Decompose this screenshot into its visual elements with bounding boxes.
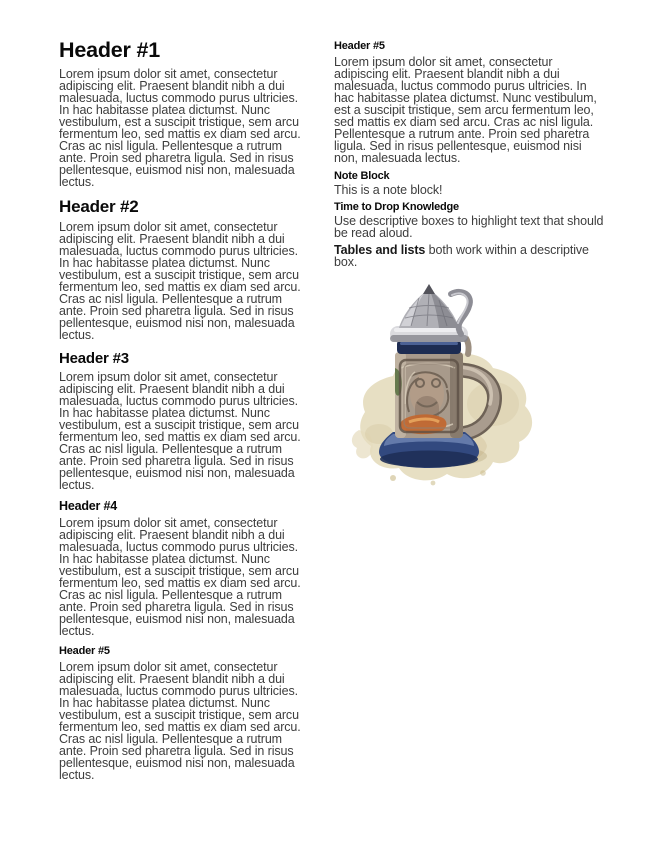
heading-2: Header #2	[59, 197, 139, 216]
section-header-2	[59, 197, 311, 341]
section-header-5-left	[59, 645, 311, 781]
stein-neck-band	[397, 340, 461, 354]
beer-stein-illustration	[335, 284, 545, 494]
paragraph: Lorem ipsum dolor sit amet, consectetur adipiscing elit. Praesent blandit nibh a dui malesuada, luctus commodo purus ultricies. In hac habitasse platea dictumst. Nunc vestibulum, est a suscipit tristique, sem arcu fermentum leo, sed mattis ex diam sed arcu. Cras ac nisl ligula. Pellentesque a rutrum ante. Proin sed pharetra ligula. Sed in risus pellentesque, euismod nisi non, malesuada lectus.	[59, 220, 301, 342]
tables-rest: both work within a descriptive box.	[334, 243, 589, 269]
heading-5: Header #5	[59, 645, 110, 657]
heading-3: Header #3	[59, 350, 129, 367]
paragraph: Lorem ipsum dolor sit amet, consectetur adipiscing elit. Praesent blandit nibh a dui malesuada, luctus commodo purus ultricies. In hac habitasse platea dictumst. Nunc vestibulum, est a suscipit tristique, sem arcu fermentum leo, sed mattis ex diam sed arcu. Cras ac nisl ligula. Pellentesque a rutrum ante. Proin sed pharetra ligula. Sed in risus pellentesque, euismod nisi non, malesuada lectus.	[334, 55, 597, 165]
tables-bold-lead: Tables and lists	[334, 243, 426, 257]
note-block-text: This is a note block!	[334, 183, 443, 197]
lid-finial	[423, 284, 435, 294]
note-block-label: Note Block	[334, 170, 390, 182]
knowledge-text: Use descriptive boxes to highlight text that should be read aloud.	[334, 214, 604, 240]
paragraph: Lorem ipsum dolor sit amet, consectetur adipiscing elit. Praesent blandit nibh a dui malesuada, luctus commodo purus ultricies. In hac habitasse platea dictumst. Nunc vestibulum, est a suscipit tristique, sem arcu fermentum leo, sed mattis ex diam sed arcu. Cras ac nisl ligula. Pellentesque a rutrum ante. Proin sed pharetra ligula. Sed in risus pellentesque, euismod nisi non, malesuada lectus.	[59, 370, 301, 492]
heading-4: Header #4	[59, 499, 117, 513]
section-header-4	[59, 499, 311, 637]
paragraph: Lorem ipsum dolor sit amet, consectetur adipiscing elit. Praesent blandit nibh a dui malesuada, luctus commodo purus ultricies. In hac habitasse platea dictumst. Nunc vestibulum, est a suscipit tristique, sem arcu fermentum leo, sed mattis ex diam sed arcu. Cras ac nisl ligula. Pellentesque a rutrum ante. Proin sed pharetra ligula. Sed in risus pellentesque, euismod nisi non, malesuada lectus.	[59, 660, 301, 782]
section-header-3	[59, 351, 311, 491]
section-header-1	[59, 38, 311, 188]
heading-5: Header #5	[334, 40, 385, 52]
left-column	[59, 38, 311, 781]
paragraph: Lorem ipsum dolor sit amet, consectetur adipiscing elit. Praesent blandit nibh a dui malesuada, luctus commodo purus ultricies. In hac habitasse platea dictumst. Nunc vestibulum, est a suscipit tristique, sem arcu fermentum leo, sed mattis ex diam sed arcu. Cras ac nisl ligula. Pellentesque a rutrum ante. Proin sed pharetra ligula. Sed in risus pellentesque, euismod nisi non, malesuada lectus.	[59, 67, 301, 189]
heading-1: Header #1	[59, 38, 160, 62]
paragraph: Lorem ipsum dolor sit amet, consectetur adipiscing elit. Praesent blandit nibh a dui malesuada, luctus commodo purus ultricies. In hac habitasse platea dictumst. Nunc vestibulum, est a suscipit tristique, sem arcu fermentum leo, sed mattis ex diam sed arcu. Cras ac nisl ligula. Pellentesque a rutrum ante. Proin sed pharetra ligula. Sed in risus pellentesque, euismod nisi non, malesuada lectus.	[59, 516, 301, 638]
right-column	[334, 40, 607, 494]
stein-body	[395, 352, 463, 438]
section-header-5-right	[334, 40, 607, 164]
tables-text	[334, 244, 607, 268]
knowledge-label: Time to Drop Knowledge	[334, 201, 459, 213]
